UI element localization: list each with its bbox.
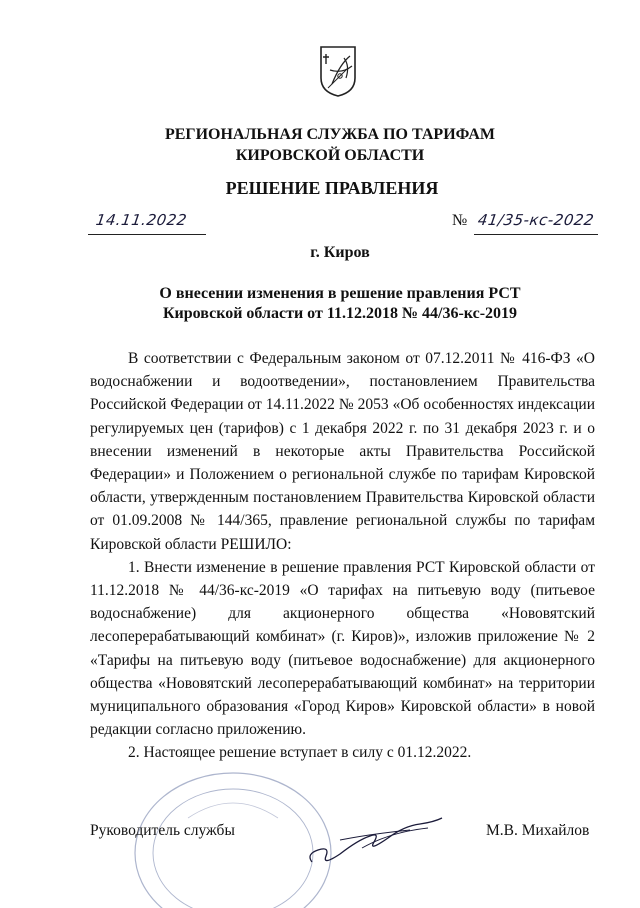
- coat-of-arms-emblem: [318, 44, 358, 98]
- city-label: г. Киров: [310, 244, 370, 261]
- signatory-name: М.В. Михайлов: [486, 822, 590, 839]
- decision-date: 14.11.2022: [94, 211, 189, 229]
- organization-name: [0, 124, 640, 166]
- number-sign: №: [452, 212, 468, 229]
- item-2-paragraph: 2. Настоящее решение вступает в силу с 01.12.2022.: [128, 744, 472, 762]
- handwritten-signature: [300, 810, 450, 870]
- preamble-paragraph: В соответствии с Федеральным законом от 07.12.2011 № 416-ФЗ «О водоснабжении и водоотведении», постановлением Правительства Российской Федерации от 14.11.2022 № 2053 «Об особенностях индексации регулируемых цен (тарифов) с 1 декабря 2022 г. по 31 декабря 2023 г. и о внесении изменений в некоторые акты Правительства Российской Федерации» и Положением о региональной службе по тарифам Кировской области, утвержденным постановлением Правительства Кировской области от 01.09.2008 № 144/365, правление региональной службы по тарифам Кировской области РЕШИЛО:: [90, 350, 595, 553]
- signatory-role: Руководитель службы: [90, 822, 235, 839]
- decision-subject: О внесении изменения в решение правления РСТ Кировской области от 11.12.2018 № 44/36-кс-2019: [159, 285, 521, 322]
- decision-body: [90, 347, 595, 765]
- item-1-paragraph: 1. Внести изменение в решение правления РСТ Кировской области от 11.12.2018 № 44/36-кс-2019 «О тарифах на питьевую воду (питьевое водоснабжение) для акционерного общества «Нововятский лесоперерабатывающий комбинат» (г. Киров)», изложив приложение № 2 «Тарифы на питьевую воду (питьевое водоснабжение) для акционерного общества «Нововятский лесоперерабатывающий комбинат» на территории муниципального образования «Город Киров» Кировской области» в новой редакции согласно приложению.: [90, 558, 595, 739]
- document-type-title: РЕШЕНИЕ ПРАВЛЕНИЯ: [225, 178, 439, 198]
- org-line-2: КИРОВСКОЙ ОБЛАСТИ: [235, 147, 425, 164]
- decision-number: 41/35-кс-2022: [476, 211, 596, 229]
- org-line-1: РЕГИОНАЛЬНАЯ СЛУЖБА ПО ТАРИФАМ: [164, 126, 496, 143]
